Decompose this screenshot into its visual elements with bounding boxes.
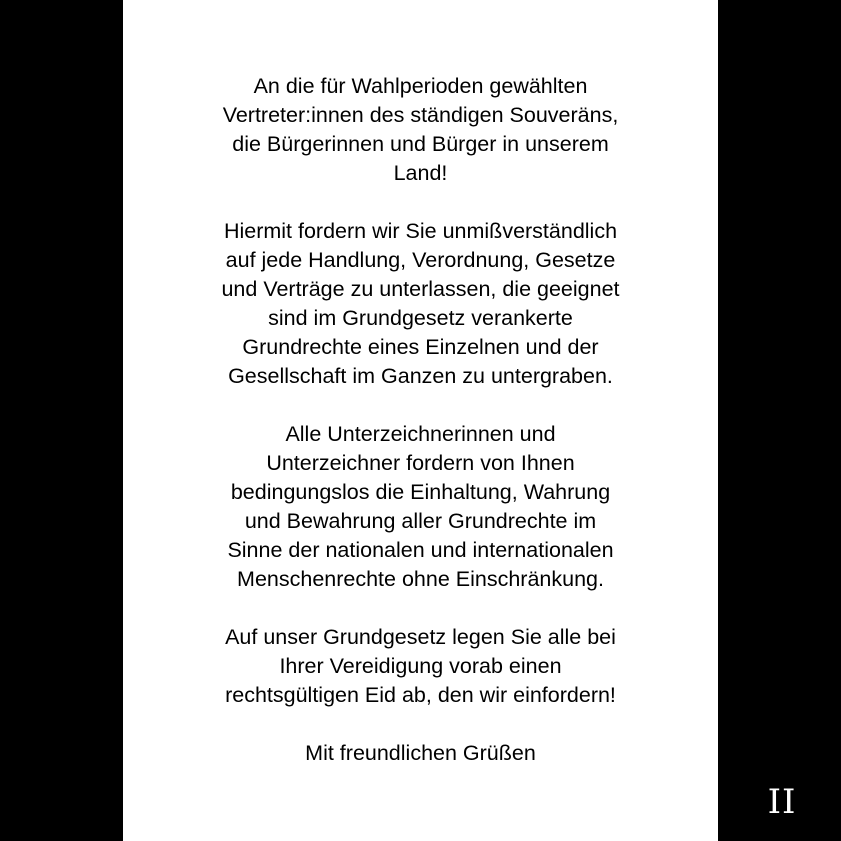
text-line: bedingungslos die Einhaltung, Wahrung [230, 480, 611, 504]
text-line: Mit freundlichen Grüßen [305, 741, 536, 765]
text-line: auf jede Handlung, Verordnung, Gesetze [225, 248, 616, 272]
text-line: Hiermit fordern wir Sie unmißverständlich [223, 219, 618, 243]
text-line: Menschenrechte ohne Einschränkung. [237, 567, 604, 591]
letter-text [123, 72, 718, 797]
text-line: die Bürgerinnen und Bürger in unserem [232, 132, 609, 156]
text-line: rechtsgültigen Eid ab, den wir einfordern! [225, 683, 616, 707]
text-line: und Verträge zu unterlassen, die geeignet [221, 277, 620, 301]
paragraph-salutation [123, 72, 718, 188]
text-line: Sinne der nationalen und internationalen [227, 538, 614, 562]
text-line: Grundrechte eines Einzelnen und der [242, 335, 599, 359]
text-line: Auf unser Grundgesetz legen Sie alle bei [225, 625, 616, 649]
text-line: Vertreter:innen des ständigen Souveräns, [222, 103, 619, 127]
paragraph-closing [123, 739, 718, 768]
text-line: Gesellschaft im Ganzen zu untergraben. [228, 364, 613, 388]
text-line: Alle Unterzeichnerinnen und [285, 422, 556, 446]
text-line: Unterzeichner fordern von Ihnen [266, 451, 575, 475]
paragraph-demand [123, 217, 718, 391]
text-line: Ihrer Vereidigung vorab einen [279, 654, 562, 678]
text-line: sind im Grundgesetz verankerte [268, 306, 573, 330]
text-line: Land! [393, 161, 448, 185]
text-line: An die für Wahlperioden gewählten [253, 74, 588, 98]
letter-page [123, 0, 718, 841]
text-line: und Bewahrung aller Grundrechte im [244, 509, 597, 533]
page-number: II [767, 782, 797, 822]
paragraph-signatories [123, 420, 718, 594]
paragraph-oath [123, 623, 718, 710]
